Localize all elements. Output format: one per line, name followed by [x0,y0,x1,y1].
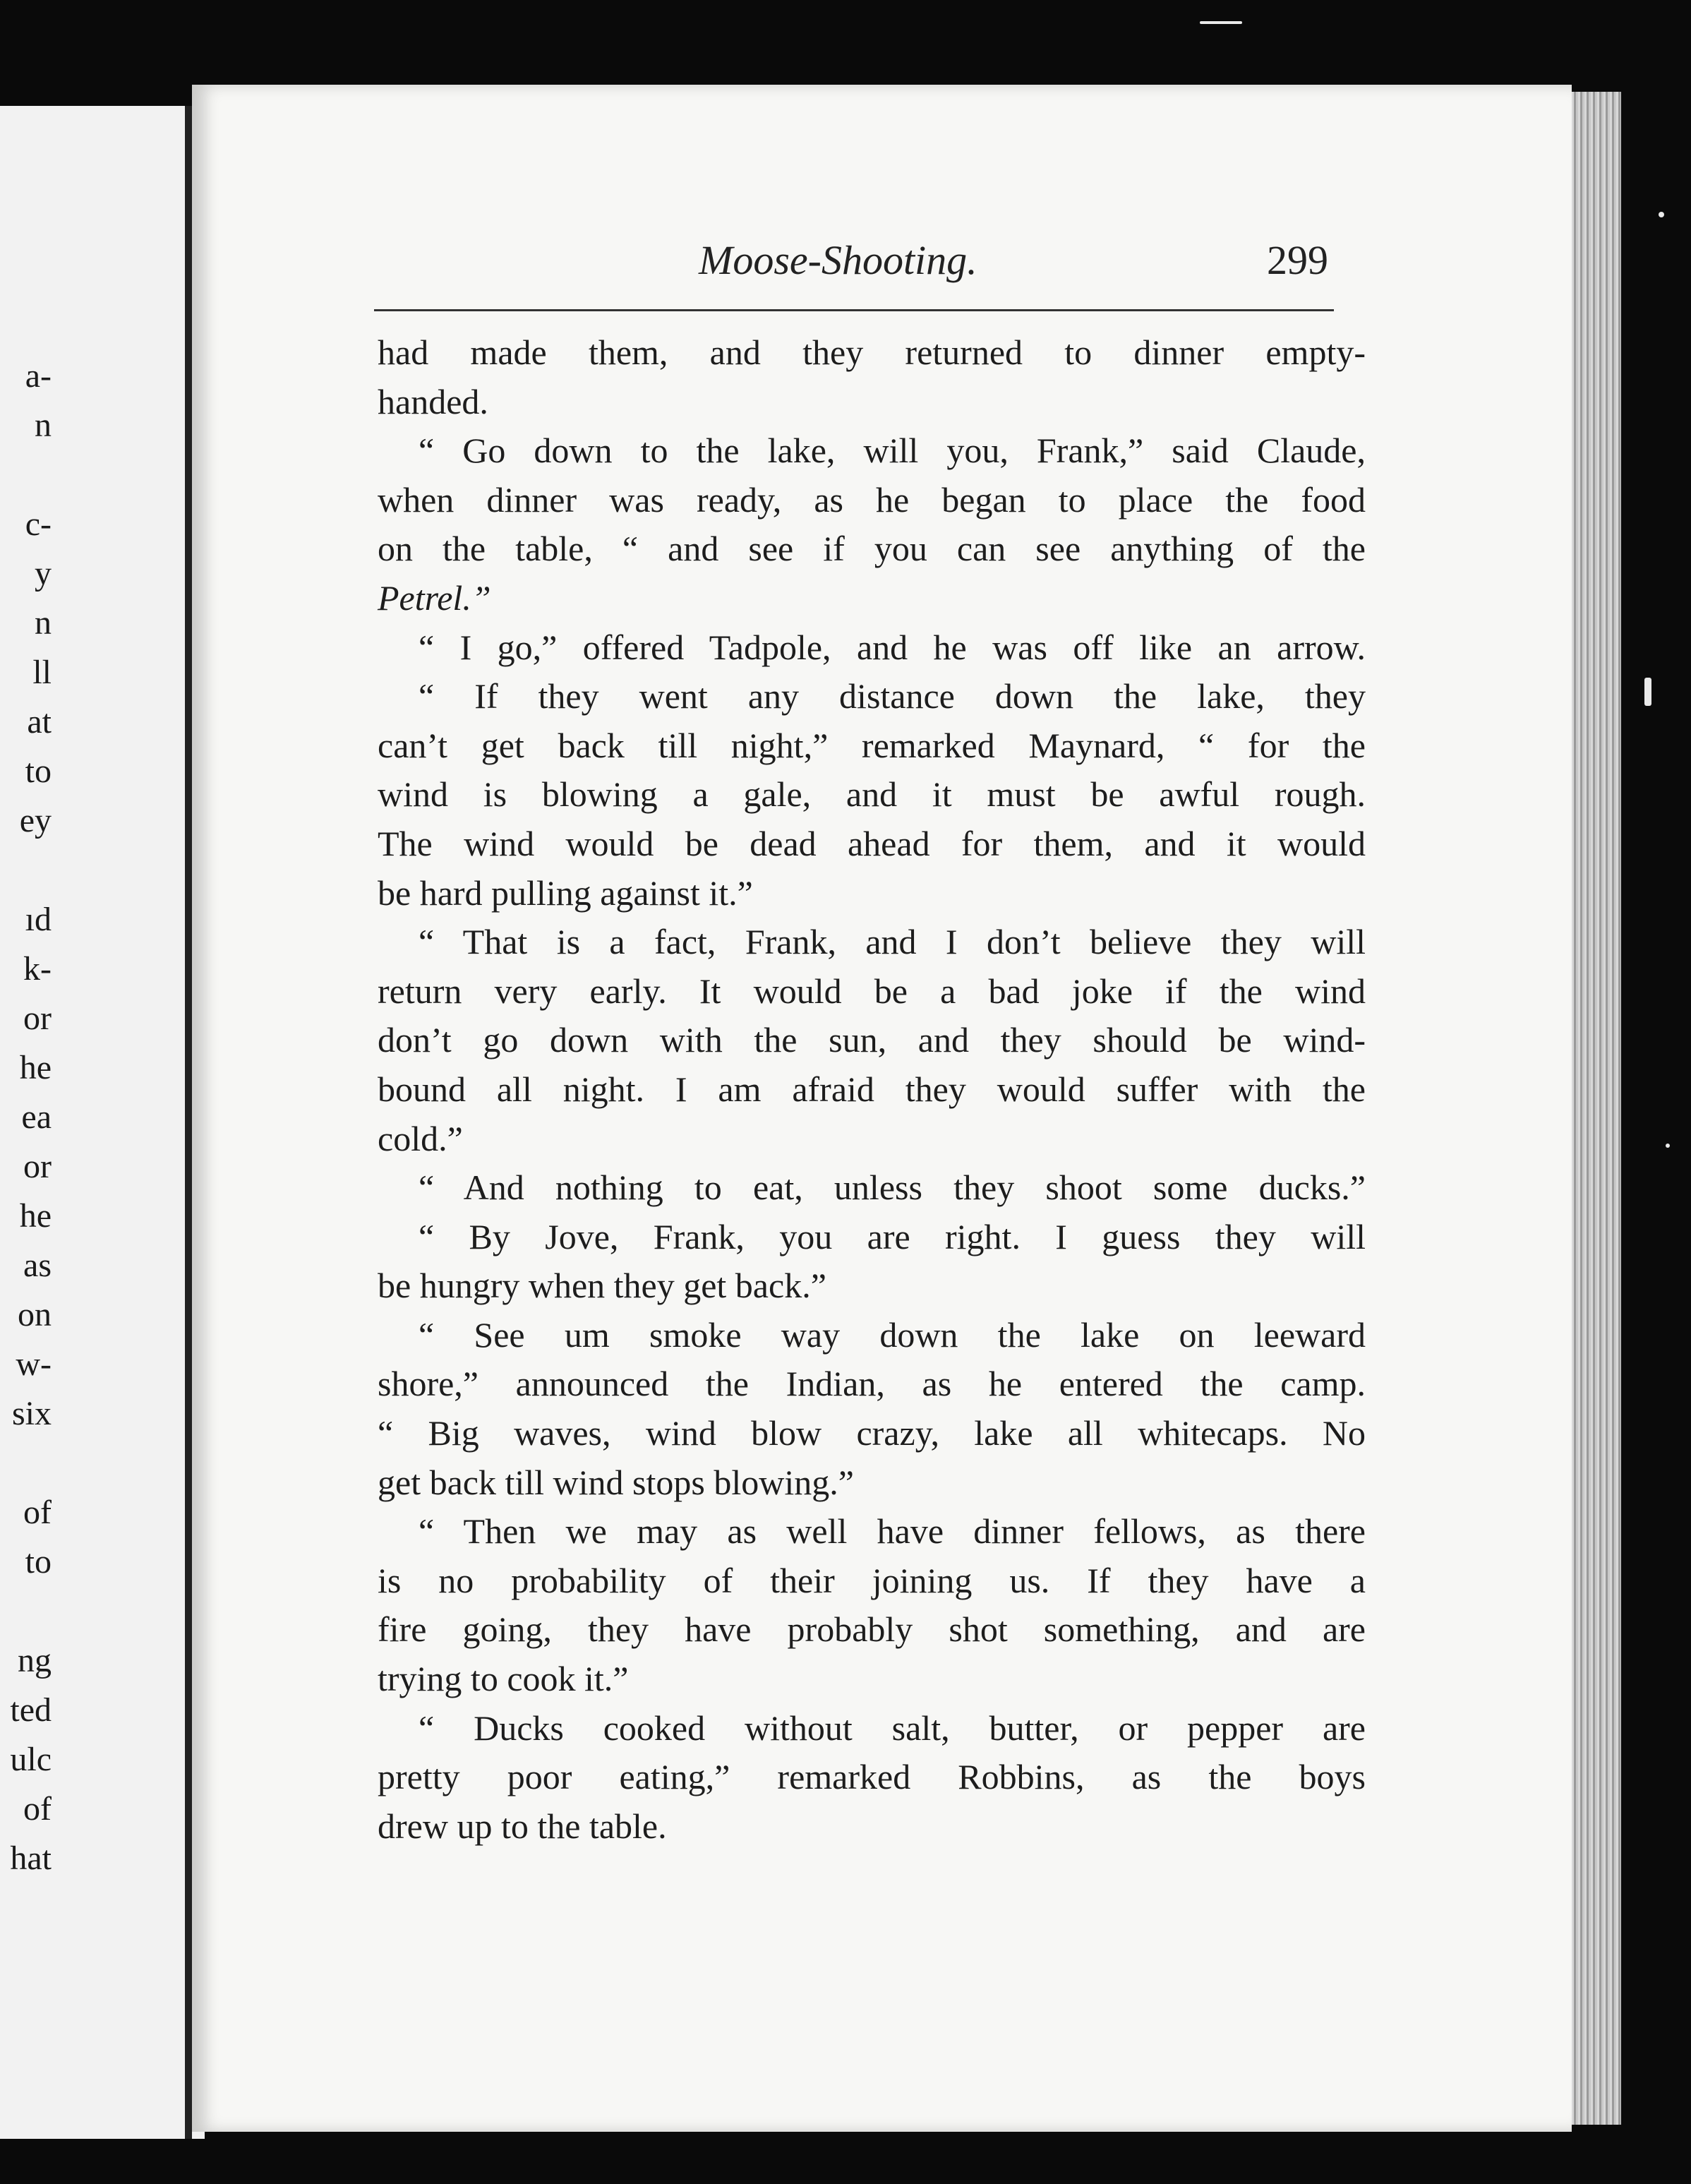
text-line: don’t go down with the sun, and they should be wind- [378,1020,1366,1060]
page-edges [1572,92,1621,2125]
text-line: “ And nothing to eat, unless they shoot some ducks.” [419,1168,1366,1208]
text-line: get back till wind stops blowing.” [378,1462,854,1502]
scan-speck [1200,21,1242,24]
left-page [0,106,205,2139]
fragment: c- [25,505,52,543]
fragment: or [23,1148,52,1185]
fragment: he [19,1049,52,1086]
book-gutter [185,106,192,2139]
page-number: 299 [1267,237,1328,283]
body-text [378,328,1366,1851]
text-line: be hard pulling against it.” [378,872,753,913]
fragment: n [35,604,52,642]
text-line: bound all night. I am afraid they would suffer with the [378,1069,1366,1109]
running-head-title: Moose-Shooting. [699,237,977,283]
fragment: he [19,1197,52,1235]
text-line: fire going, they have probably shot something, and are [378,1609,1366,1650]
text-line: “ Big waves, wind blow crazy, lake all whitecaps. No [378,1413,1366,1453]
text-line: trying to cook it.” [378,1659,629,1699]
fragment: ng [18,1642,52,1679]
fragment: k- [23,950,52,988]
text-line: “ See um smoke way down the lake on leeward [419,1314,1366,1355]
fragment: ted [10,1691,52,1729]
text-line: handed. [378,381,488,421]
fragment: on [18,1296,52,1333]
header-rule [374,309,1334,311]
scan-speck [1659,212,1664,217]
fragment: y [35,555,52,592]
text-line: be hungry when they get back.” [378,1266,826,1306]
fragment: or [23,1000,52,1037]
fragment: n [35,407,52,444]
fragment: six [11,1395,52,1432]
scan-speck [1666,1144,1670,1148]
fragment: at [27,703,52,740]
text-line: Petrel.” [378,577,491,618]
text-line: “ Then we may as well have dinner fellows, as there [419,1511,1366,1552]
text-line: cold.” [378,1118,463,1158]
text-line: wind is blowing a gale, and it must be awful rough. [378,774,1366,815]
fragment: ll [32,654,52,691]
fragment: w- [16,1345,52,1383]
text-line: “ If they went any distance down the lake, they [419,676,1366,716]
fragment: hat [10,1840,52,1877]
text-line: “ By Jove, Frank, you are right. I guess they will [419,1216,1366,1256]
fragment: of [23,1494,52,1531]
text-line: “ I go,” offered Tadpole, and he was off like an arrow. [419,627,1366,667]
text-line: when dinner was ready, as he began to place the food [378,479,1366,520]
text-line: can’t get back till night,” remarked Maynard, “ for the [378,725,1366,765]
text-line: “ That is a fact, Frank, and I don’t believe they will [419,922,1366,962]
text-line: pretty poor eating,” remarked Robbins, as the boys [378,1757,1366,1797]
text-line: had made them, and they returned to dinner empty- [378,332,1366,372]
fragment: ulc [10,1741,52,1778]
text-line: return very early. It would be a bad joke if the wind [378,971,1366,1011]
text-line: The wind would be dead ahead for them, and it would [378,823,1366,863]
fragment: to [25,752,52,790]
text-line: “ Go down to the lake, will you, Frank,” said Claude, [419,431,1366,471]
text-line: on the table, “ and see if you can see anything of the [378,529,1366,569]
fragment: as [23,1247,52,1284]
fragment: ea [21,1098,52,1136]
fragment: of [23,1790,52,1828]
fragment: ıd [25,901,52,938]
text-line: “ Ducks cooked without salt, butter, or pepper are [419,1708,1366,1748]
text-line: shore,” announced the Indian, as he entered the camp. [378,1364,1366,1404]
fragment: ey [19,802,52,839]
fragment: a- [25,357,52,395]
text-line: is no probability of their joining us. If they have a [378,1560,1366,1600]
text-line: drew up to the table. [378,1806,667,1846]
scan-speck [1644,678,1651,706]
fragment: to [25,1543,52,1580]
